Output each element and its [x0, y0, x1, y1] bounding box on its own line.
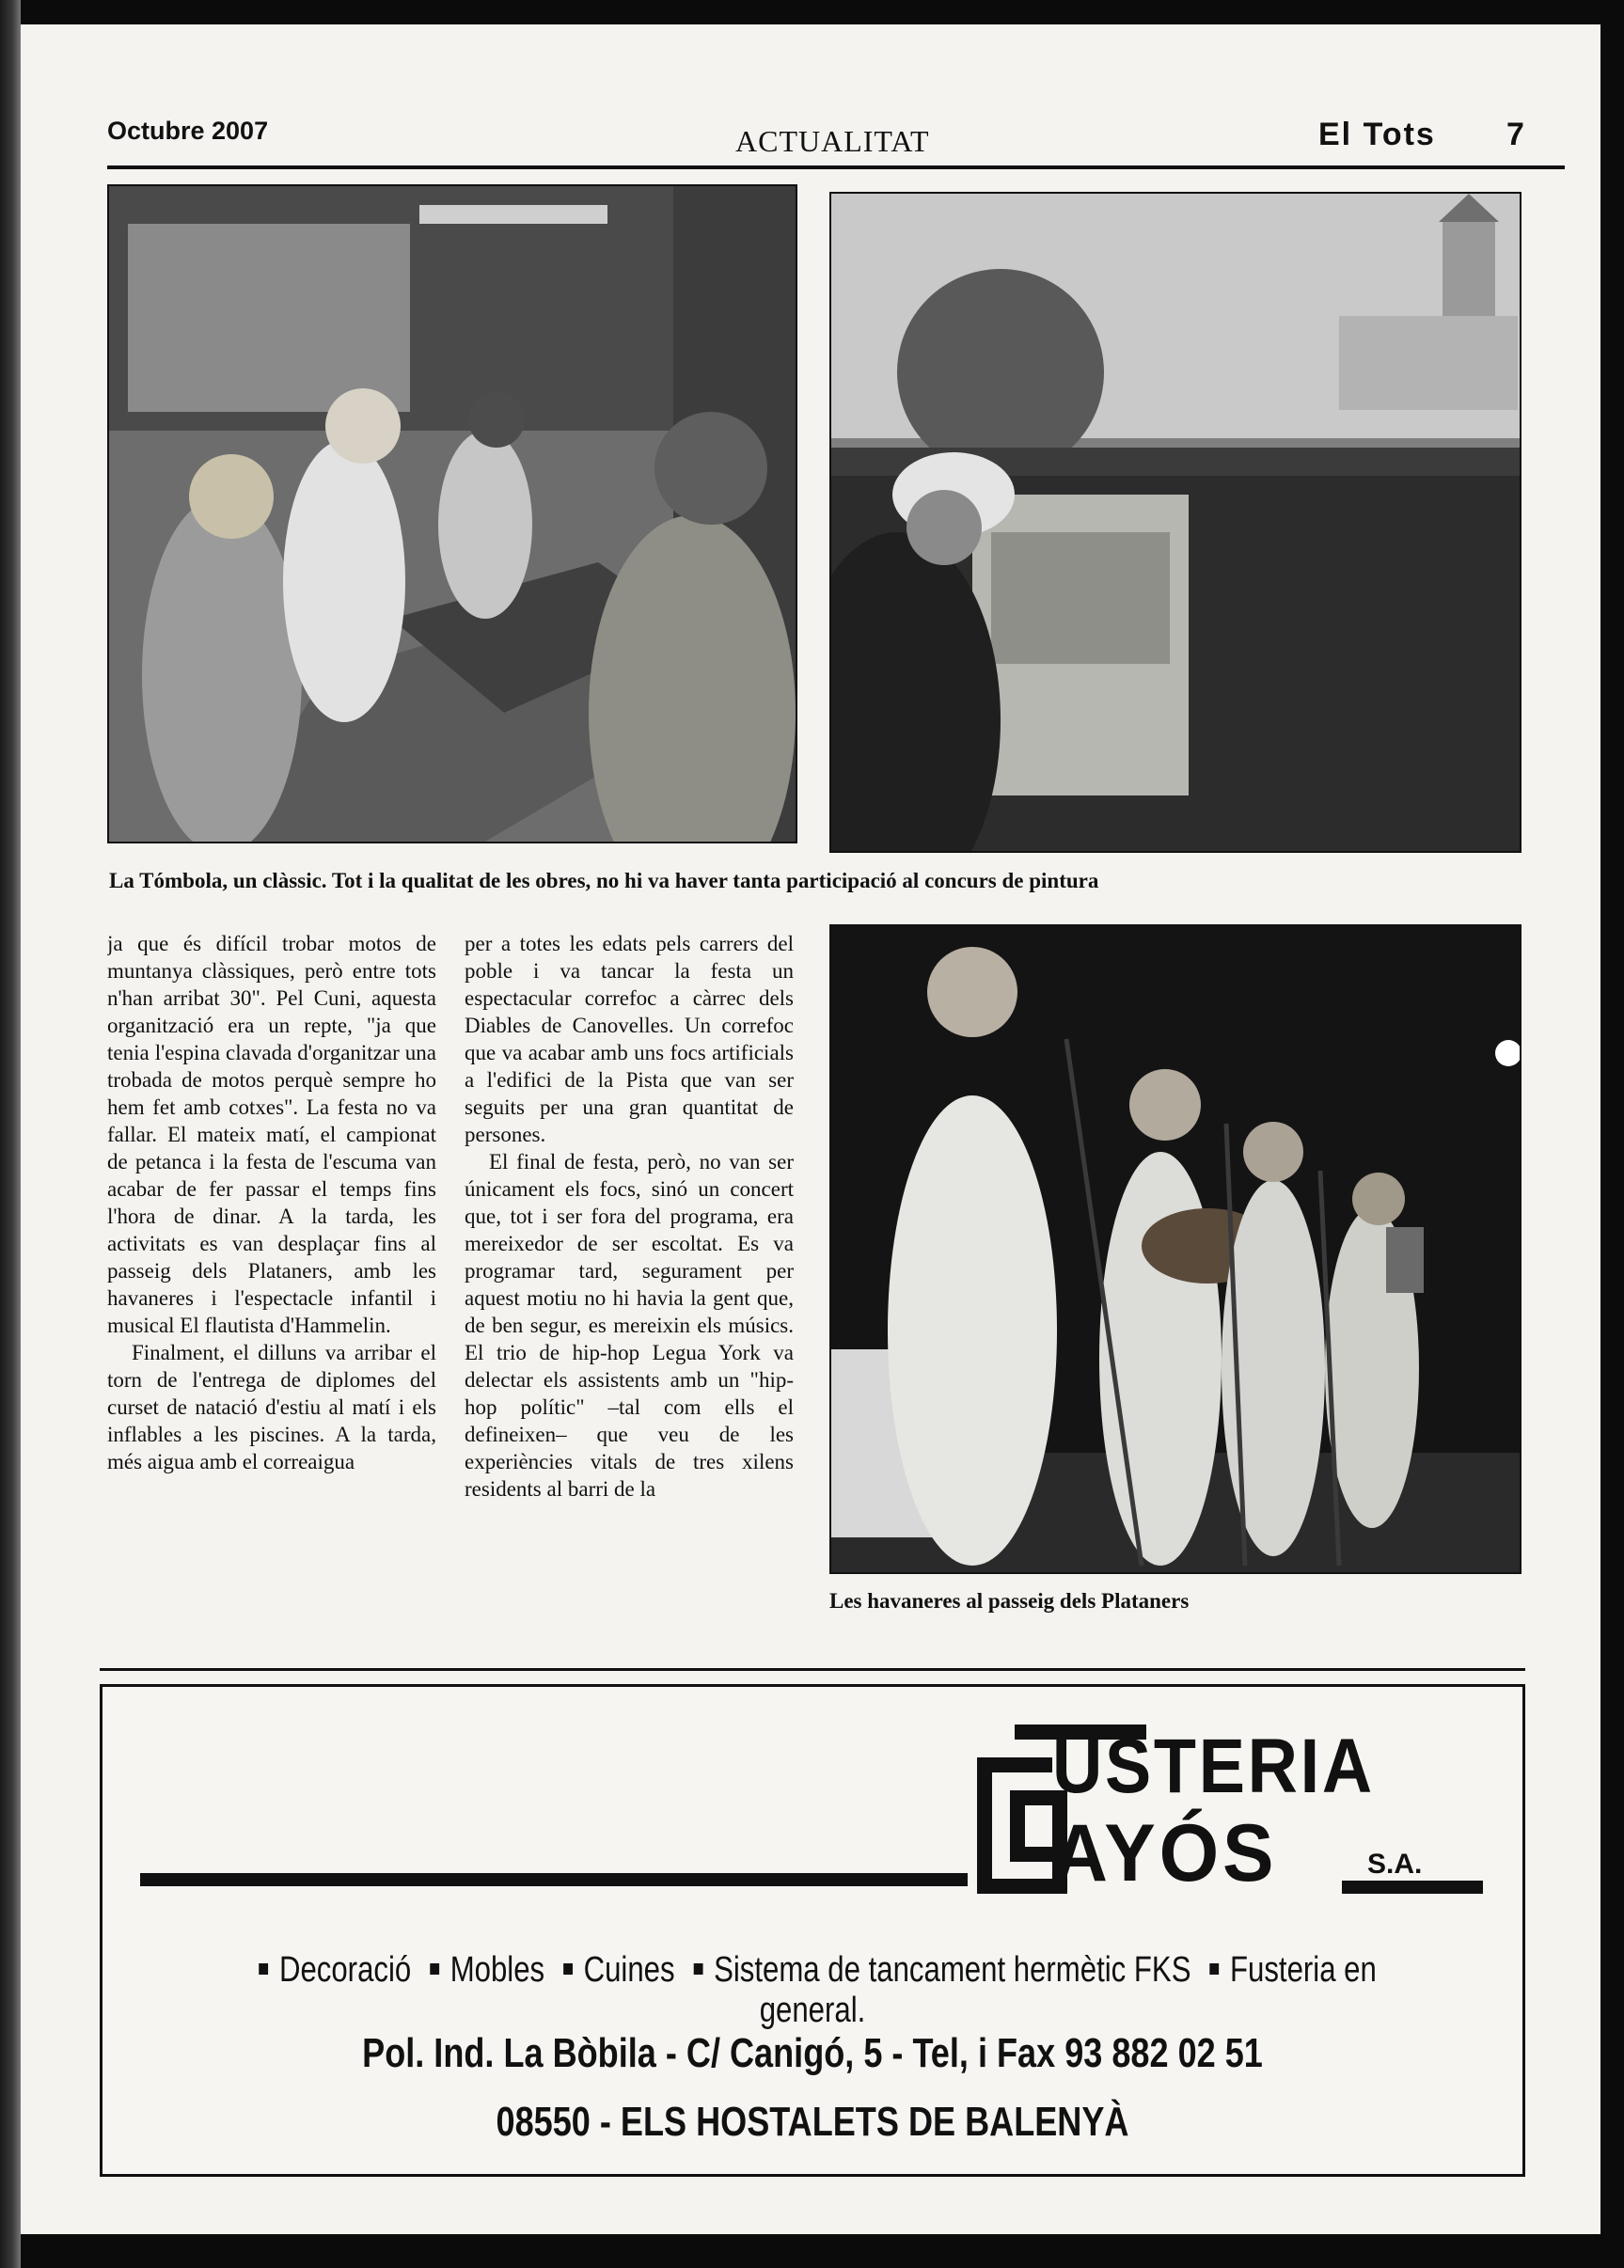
article-paragraph: ja que és difícil trobar motos de muntanya clàssiques, però entre tots n'han arribat 30". Pel Cuni, aquesta organització era un repte, "ja que tenia l'espina clavada d'organitzar una trobada de motos perquè sempre ho hem fet amb cotxes". La festa no va fallar. El mateix matí, el campionat de petanca i la festa de l'escuma van acabar de fer passar el temps fins l'hora de dinar. A la tarda, les activitats es van desplaçar fins al passeig dels Plataners, amb les havaneres i l'espectacle infantil i musical El flautista d'Hammelin.: [107, 932, 436, 1337]
article-column-1: [107, 930, 436, 1645]
ad-address: Pol. Ind. La Bòbila - C/ Canigó, 5 - Tel, i Fax 93 882 02 51: [362, 2030, 1263, 2076]
ad-bar-right: [1342, 1881, 1483, 1894]
photo-painter: [829, 192, 1522, 853]
ad-services-line: [245, 1950, 1379, 2031]
newspaper-page: [21, 24, 1600, 2234]
ad-service: Mobles: [449, 1950, 545, 1990]
header-date: Octubre 2007: [107, 117, 269, 145]
bullet-square-icon: [1210, 1963, 1220, 1975]
photo-havaneres: [829, 924, 1522, 1574]
article-paragraph: El final de festa, però, no van ser únicament els focs, sinó un concert que, tot i ser fora del programa, era mereixedor de ser escoltat. Es va programar tard, segurament per aquest motiu no hi havia la gent que, de ben segur, es mereixin els músics. El trio de hip-hop Legua York va delectar els assistents amb un "hip-hop polític" –tal com ells el defineixen– que veu de les experiències vitals de tres xilens residents al barri de la: [465, 1150, 794, 1501]
photo-caption-havaneres: Les havaneres al passeig dels Plataners: [829, 1589, 1190, 1613]
photo-women-tombola-icon: [109, 186, 796, 842]
ad-company-suffix: S.A.: [1367, 1849, 1423, 1880]
ad-bar-left: [140, 1873, 968, 1886]
page-gutter-shadow: [0, 0, 21, 2268]
header-publication: El Tots: [1318, 117, 1436, 152]
header-page-number: 7: [1506, 117, 1524, 152]
photo-tombola: [107, 184, 797, 843]
ad-service: Cuines: [583, 1950, 675, 1990]
bullet-square-icon: [260, 1963, 269, 1975]
ad-service: Fusteria en general.: [759, 1950, 1377, 2030]
photo-singers-stage-icon: [831, 926, 1520, 1572]
ad-service: Decoració: [278, 1950, 412, 1990]
photo-caption-top: La Tómbola, un clàssic. Tot i la qualitat de les obres, no hi va haver tanta participació al concurs de pintura: [109, 869, 1099, 892]
article-column-2: [465, 930, 794, 1645]
article-paragraph: Finalment, el dilluns va arribar el torn de l'entrega de diplomes del curset de natació d'estiu al matí i els inflables a les piscines. A la tarda, més aigua amb el correaigua: [107, 1341, 436, 1473]
article-paragraph: per a totes les edats pels carrers del poble i va tancar la festa un espectacular correfoc a càrrec dels Diables de Canovelles. Un correfoc que va acabar amb uns focs artificials a l'edifici de la Pista que van ser seguits per una gran quantitat de persones.: [465, 932, 794, 1146]
advertisement-fusteria-sayos: [100, 1684, 1525, 2177]
ad-brand-line-2: AYÓS: [1052, 1808, 1278, 1898]
ad-service: Sistema de tancament hermètic FKS: [714, 1950, 1191, 1990]
photo-painter-landscape-icon: [831, 194, 1520, 851]
bullet-square-icon: [563, 1963, 573, 1975]
bullet-square-icon: [430, 1963, 439, 1975]
header-section: ACTUALITAT: [735, 124, 930, 158]
ad-brand-line-1: USTERIA: [1052, 1724, 1375, 1809]
header-rule: [107, 165, 1565, 169]
page-header: [107, 90, 1565, 169]
bullet-square-icon: [694, 1963, 703, 1975]
ad-top-rule: [100, 1668, 1525, 1671]
ad-city: 08550 - ELS HOSTALETS DE BALENYÀ: [496, 2099, 1129, 2145]
page-right-edge: [1600, 0, 1624, 2268]
